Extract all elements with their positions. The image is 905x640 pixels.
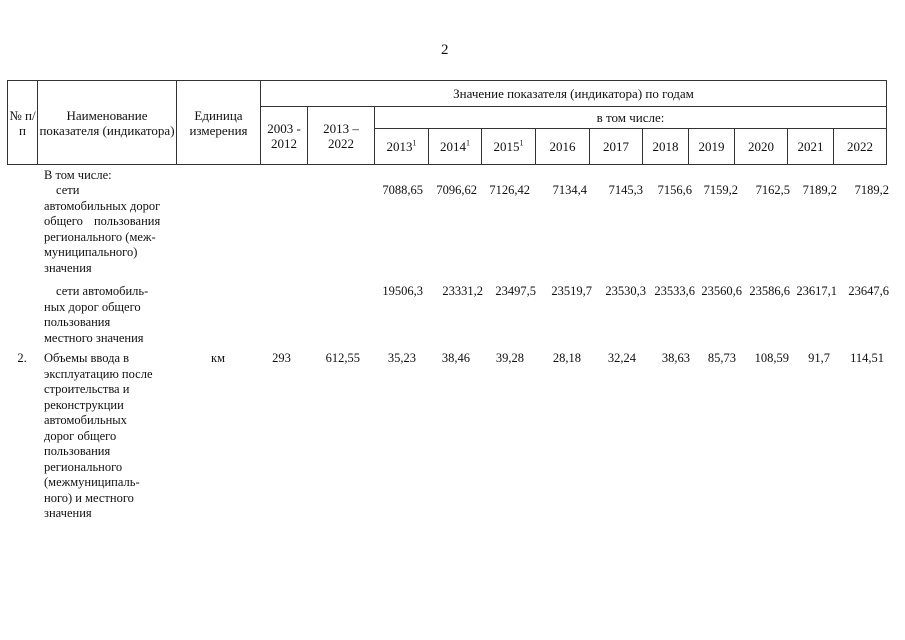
table-cell: 7162,5	[755, 183, 790, 197]
table-cell: 7134,4	[552, 183, 587, 197]
header-period-2: 2013 – 2022	[308, 107, 375, 165]
header-num: № п/п	[8, 81, 38, 165]
header-year: 2017	[590, 129, 643, 165]
table-cell: 7156,6	[657, 183, 692, 197]
header-year: 2013$^1$	[375, 129, 429, 165]
table-cell-unit: км	[211, 351, 225, 365]
table-cell: 38,46	[441, 351, 470, 365]
row-name: Объемы ввода в эксплуатацию после строительства и реконструкции автомобильных дорог общего пользования регионального (межмуниципаль- ного) и местного значения	[44, 351, 153, 520]
table-cell: 91,7	[808, 351, 830, 365]
table-cell: 32,24	[607, 351, 636, 365]
table-cell: 23519,7	[551, 284, 592, 298]
table-cell: 23586,6	[749, 284, 790, 298]
table-cell: 39,28	[495, 351, 524, 365]
header-year: 2016	[536, 129, 590, 165]
header-year: 2020	[735, 129, 788, 165]
row-name: В том числе:	[44, 168, 112, 182]
page-number: 2	[441, 42, 449, 58]
header-year: 2021	[788, 129, 834, 165]
table-cell: 7126,42	[489, 183, 530, 197]
table-cell: 7096,62	[436, 183, 477, 197]
table-cell: 23647,6	[848, 284, 889, 298]
header-period-1: 2003 - 2012	[261, 107, 308, 165]
header-year: 2014$^1$	[429, 129, 482, 165]
table-cell: 35,23	[387, 351, 416, 365]
header-year: 2022	[834, 129, 887, 165]
table-cell: 23497,5	[495, 284, 536, 298]
header-year: 2015$^1$	[482, 129, 536, 165]
header-year: 2018	[643, 129, 689, 165]
table-cell: 19506,3	[382, 284, 423, 298]
header-values-by-year: Значение показателя (индикатора) по годам	[261, 81, 887, 107]
header-year: 2019	[689, 129, 735, 165]
table-cell: 23617,1	[796, 284, 837, 298]
table-cell: 28,18	[552, 351, 581, 365]
table-cell: 7189,2	[802, 183, 837, 197]
table-cell: 612,55	[325, 351, 360, 365]
header-including: в том числе:	[375, 107, 887, 129]
table-cell: 23530,3	[605, 284, 646, 298]
table-cell: 7159,2	[703, 183, 738, 197]
header-unit: Единица измерения	[177, 81, 261, 165]
row-name: сети автомобильных дорог общего пользования регионального (меж- муниципального) значения	[44, 183, 161, 275]
table-cell: 7189,2	[854, 183, 889, 197]
row-name: сети автомобиль- ных дорог общего пользования местного значения	[44, 284, 149, 345]
table-cell: 23331,2	[442, 284, 483, 298]
table-header	[7, 80, 887, 165]
row-number: 2.	[17, 351, 27, 365]
table-cell: 23560,6	[701, 284, 742, 298]
table-cell: 38,63	[661, 351, 690, 365]
table-cell: 23533,6	[654, 284, 695, 298]
table-cell: 114,51	[850, 351, 884, 365]
table-cell: 293	[272, 351, 291, 365]
table-cell: 85,73	[707, 351, 736, 365]
table-cell: 7088,65	[382, 183, 423, 197]
table-cell: 108,59	[754, 351, 789, 365]
header-name: Наименование показателя (индикатора)	[38, 81, 177, 165]
table-cell: 7145,3	[608, 183, 643, 197]
